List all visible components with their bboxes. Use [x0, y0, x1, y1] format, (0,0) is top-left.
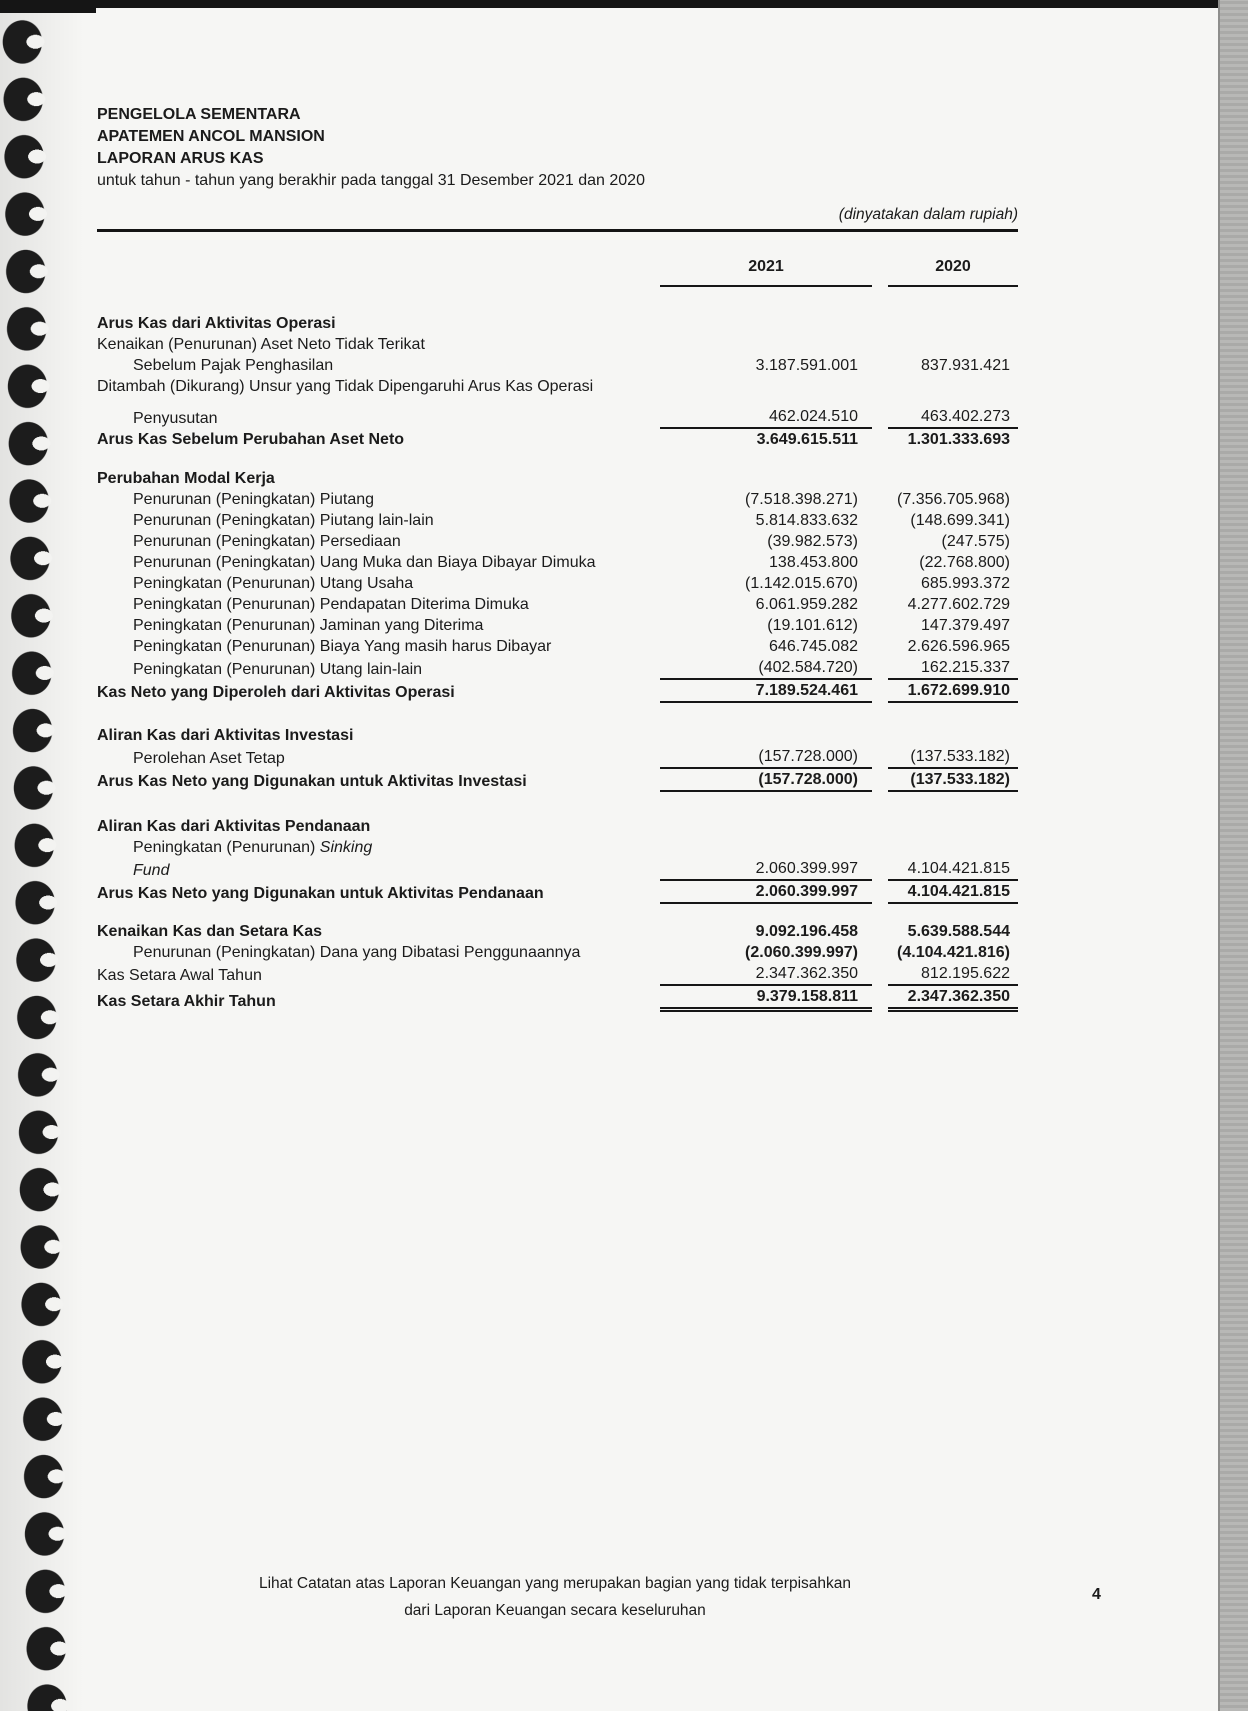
statement-row — [97, 573, 1018, 594]
statement-row — [97, 594, 1018, 615]
row-label: Penurunan (Peningkatan) Dana yang Dibatasi Penggunaannya — [133, 944, 581, 961]
column-header-row — [97, 256, 1018, 287]
value-2021: 3.649.615.511 — [756, 431, 858, 448]
row-label: Arus Kas Neto yang Digunakan untuk Aktivitas Investasi — [97, 773, 527, 790]
value-2021: (39.982.573) — [767, 533, 858, 550]
report-period: untuk tahun - tahun yang berakhir pada tanggal 31 Desember 2021 dan 2020 — [97, 172, 645, 189]
value-2020: (137.533.182) — [888, 746, 1018, 769]
footer-note — [140, 1570, 970, 1624]
statement-row — [97, 680, 1018, 703]
statement-row — [97, 657, 1018, 680]
row-label: Penurunan (Peningkatan) Piutang lain-lain — [133, 512, 434, 529]
footer-note-line1: Lihat Catatan atas Laporan Keuangan yang merupakan bagian yang tidak terpisahkan — [258, 1575, 851, 1592]
row-label: Kenaikan Kas dan Setara Kas — [97, 923, 322, 940]
report-header — [97, 104, 1018, 192]
statement-row — [97, 406, 1018, 429]
statement-row — [97, 615, 1018, 636]
value-2020: 2.347.362.350 — [888, 986, 1018, 1012]
row-label: Peningkatan (Penurunan) Utang Usaha — [133, 575, 414, 592]
value-2020: 4.104.421.815 — [888, 881, 1018, 904]
row-label: Peningkatan (Penurunan) Jaminan yang Diterima — [133, 617, 484, 634]
column-header-2020: 2020 — [888, 256, 1018, 287]
value-2020: (4.104.421.816) — [897, 944, 1010, 961]
statement-row — [97, 636, 1018, 657]
row-label: Peningkatan (Penurunan) Utang lain-lain — [133, 661, 423, 678]
footer-note-line2: dari Laporan Keuangan secara keseluruhan — [404, 1602, 706, 1619]
statement-row — [97, 769, 1018, 792]
statement-row — [97, 489, 1018, 510]
value-2021: 6.061.959.282 — [755, 596, 858, 613]
scan-top-left-edge — [0, 0, 96, 13]
row-label: Kas Neto yang Diperoleh dari Aktivitas Operasi — [97, 684, 455, 701]
value-2020: 685.993.372 — [921, 575, 1010, 592]
value-2021: 646.745.082 — [769, 638, 858, 655]
value-2021: 9.379.158.811 — [660, 986, 872, 1012]
value-2020: (7.356.705.968) — [897, 491, 1010, 508]
row-label: Peningkatan (Penurunan) Pendapatan Diterima Dimuka — [133, 596, 529, 613]
report-title: LAPORAN ARUS KAS — [97, 150, 264, 167]
currency-note: (dinyatakan dalam rupiah) — [838, 206, 1018, 223]
value-2021: 9.092.196.458 — [755, 923, 858, 940]
value-2020: 4.277.602.729 — [907, 596, 1010, 613]
statement-row — [97, 313, 1018, 334]
value-2021: 2.060.399.997 — [660, 858, 872, 881]
row-label: Kenaikan (Penurunan) Aset Neto Tidak Terikat — [97, 336, 425, 353]
statement-row — [97, 552, 1018, 573]
statement-row — [97, 334, 1018, 355]
value-2021: 3.187.591.001 — [755, 357, 858, 374]
value-2020: 4.104.421.815 — [888, 858, 1018, 881]
statement-row — [97, 429, 1018, 450]
row-label: Arus Kas Sebelum Perubahan Aset Neto — [97, 431, 405, 448]
entity-name: APATEMEN ANCOL MANSION — [97, 128, 325, 145]
row-label: Penyusutan — [133, 410, 218, 427]
scan-top-edge — [0, 0, 1248, 8]
row-label: Aliran Kas dari Aktivitas Investasi — [97, 727, 354, 744]
value-2021: (7.518.398.271) — [745, 491, 858, 508]
value-2020: 162.215.337 — [888, 657, 1018, 680]
value-2021: (19.101.612) — [767, 617, 858, 634]
row-label: Fund — [133, 862, 170, 879]
row-label: Penurunan (Peningkatan) Persediaan — [133, 533, 401, 550]
statement-row — [97, 921, 1018, 942]
row-label: Sebelum Pajak Penghasilan — [133, 357, 334, 374]
row-label: Aliran Kas dari Aktivitas Pendanaan — [97, 818, 371, 835]
column-header-2021: 2021 — [660, 256, 872, 287]
value-2020: 2.626.596.965 — [907, 638, 1010, 655]
row-label: Penurunan (Peningkatan) Piutang — [133, 491, 375, 508]
right-page-edge-strip — [1218, 0, 1248, 1711]
value-2020: 1.301.333.693 — [907, 431, 1010, 448]
statement-row — [97, 510, 1018, 531]
header-divider-rule — [97, 229, 1018, 232]
value-2021: (157.728.000) — [660, 746, 872, 769]
statement-row — [97, 881, 1018, 904]
value-2021: 5.814.833.632 — [755, 512, 858, 529]
report-content — [97, 104, 1018, 1012]
row-label: Penurunan (Peningkatan) Uang Muka dan Biaya Dibayar Dimuka — [133, 554, 596, 571]
value-2021: 462.024.510 — [660, 406, 872, 429]
statement-row — [97, 746, 1018, 769]
row-label: Peningkatan (Penurunan) Biaya Yang masih harus Dibayar — [133, 638, 552, 655]
company-name: PENGELOLA SEMENTARA — [97, 106, 301, 123]
row-label: Perolehan Aset Tetap — [133, 750, 285, 767]
value-2020: (22.768.800) — [919, 554, 1010, 571]
row-label: Arus Kas Neto yang Digunakan untuk Aktivitas Pendanaan — [97, 885, 544, 902]
statement-row — [97, 963, 1018, 986]
statement-row — [97, 837, 1018, 858]
value-2021: (1.142.015.670) — [745, 575, 858, 592]
statement-rows — [97, 313, 1018, 1012]
value-2021: (157.728.000) — [660, 769, 872, 792]
row-label: Ditambah (Dikurang) Unsur yang Tidak Dipengaruhi Arus Kas Operasi — [97, 378, 594, 395]
page-number: 4 — [1092, 1586, 1101, 1603]
value-2020: 837.931.421 — [921, 357, 1010, 374]
statement-row — [97, 531, 1018, 552]
row-label: Arus Kas dari Aktivitas Operasi — [97, 315, 336, 332]
row-label: Kas Setara Awal Tahun — [97, 967, 262, 984]
value-2021: (2.060.399.997) — [745, 944, 858, 961]
value-2020: 463.402.273 — [888, 406, 1018, 429]
row-label: Kas Setara Akhir Tahun — [97, 993, 276, 1010]
statement-row — [97, 942, 1018, 963]
value-2020: (137.533.182) — [888, 769, 1018, 792]
value-2020: (247.575) — [941, 533, 1010, 550]
value-2021: 7.189.524.461 — [660, 680, 872, 703]
statement-row — [97, 468, 1018, 489]
value-2021: 138.453.800 — [769, 554, 858, 571]
value-2020: 5.639.588.544 — [907, 923, 1010, 940]
row-label: Peningkatan (Penurunan) Sinking — [133, 839, 373, 856]
statement-row — [97, 725, 1018, 746]
value-2021: 2.347.362.350 — [660, 963, 872, 986]
value-2021: (402.584.720) — [660, 657, 872, 680]
value-2020: 1.672.699.910 — [888, 680, 1018, 703]
value-2020: (148.699.341) — [910, 512, 1010, 529]
value-2020: 812.195.622 — [888, 963, 1018, 986]
statement-row — [97, 355, 1018, 376]
value-2020: 147.379.497 — [921, 617, 1010, 634]
statement-row — [97, 858, 1018, 881]
statement-row — [97, 816, 1018, 837]
statement-row — [97, 986, 1018, 1012]
statement-row — [97, 376, 1018, 397]
value-2021: 2.060.399.997 — [660, 881, 872, 904]
row-label: Perubahan Modal Kerja — [97, 470, 275, 487]
